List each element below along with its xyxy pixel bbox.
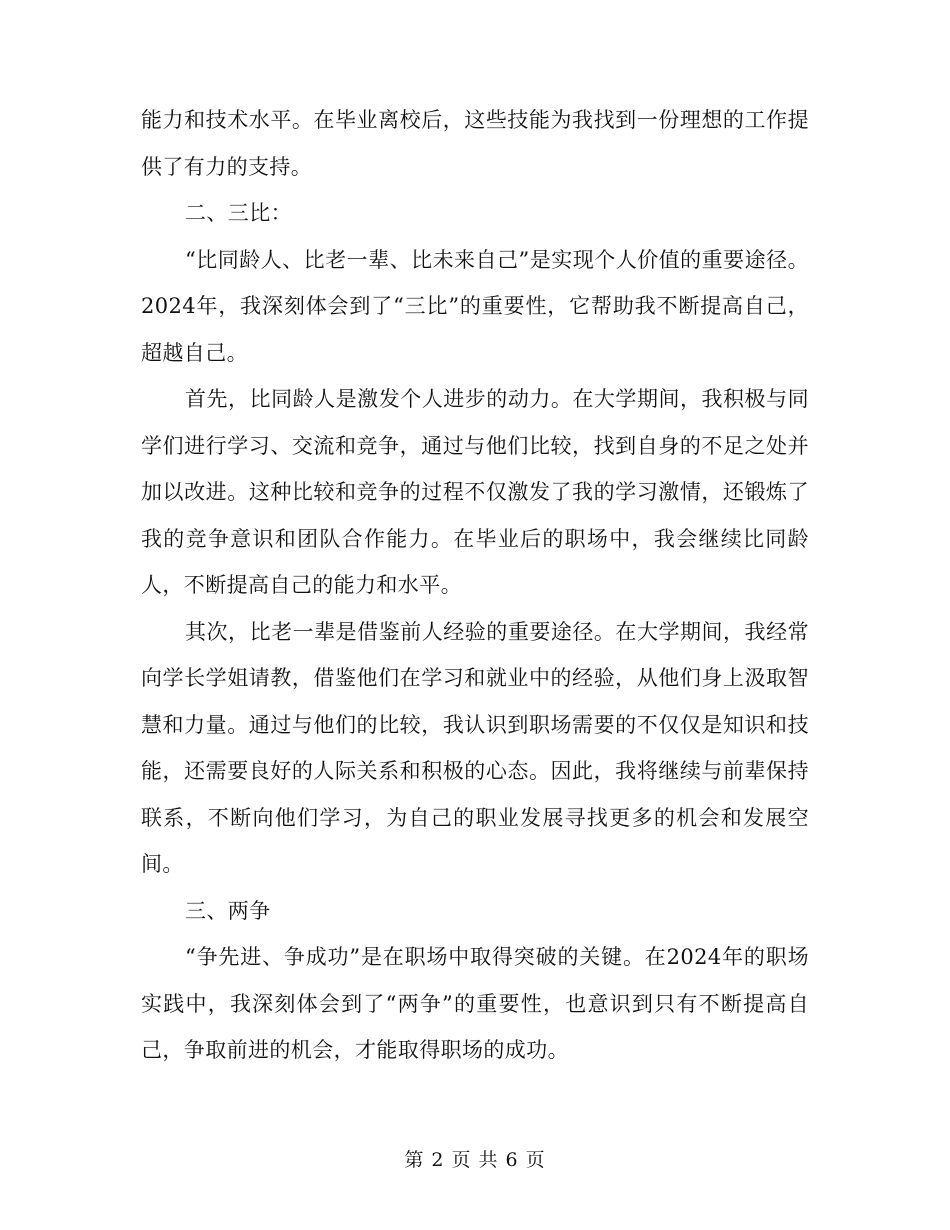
section-heading-san-bi: 二、三比： [185,201,292,225]
paragraph-continuation: 能力和技术水平。在毕业离校后，这些技能为我找到一份理想的工作提供了有力的支持。 [141,108,809,179]
document-body [141,97,809,1074]
paragraph-peers: 首先，比同龄人是激发个人进步的动力。在大学期间，我积极与同学们进行学习、交流和竞争，通过与他们比较，找到自身的不足之处并加以改进。这种比较和竞争的过程不仅激发了我的学习激情，还锻炼了我的竞争意识和团队合作能力。在毕业后的职场中，我会继续比同龄人，不断提高自己的能力和水平。 [141,387,809,597]
page-footer: 第 2 页 共 6 页 [404,1149,546,1171]
paragraph-liang-zheng-intro: “争先进、争成功”是在职场中取得突破的关键。在2024年的职场实践中，我深刻体会到了“两争”的重要性，也意识到只有不断提高自己，争取前进的机会，才能取得职场的成功。 [141,945,809,1062]
paragraph-san-bi-intro: “比同龄人、比老一辈、比未来自己”是实现个人价值的重要途径。2024年，我深刻体会到了“三比”的重要性，它帮助我不断提高自己，超越自己。 [141,247,809,365]
paragraph-elders: 其次，比老一辈是借鉴前人经验的重要途径。在大学期间，我经常向学长学姐请教，借鉴他们在学习和就业中的经验，从他们身上汲取智慧和力量。通过与他们的比较，我认识到职场需要的不仅仅是知识和技能，还需要良好的人际关系和积极的心态。因此，我将继续与前辈保持联系，不断向他们学习，为自己的职业发展寻找更多的机会和发展空间。 [141,619,809,876]
section-heading-liang-zheng: 三、两争 [185,898,271,923]
